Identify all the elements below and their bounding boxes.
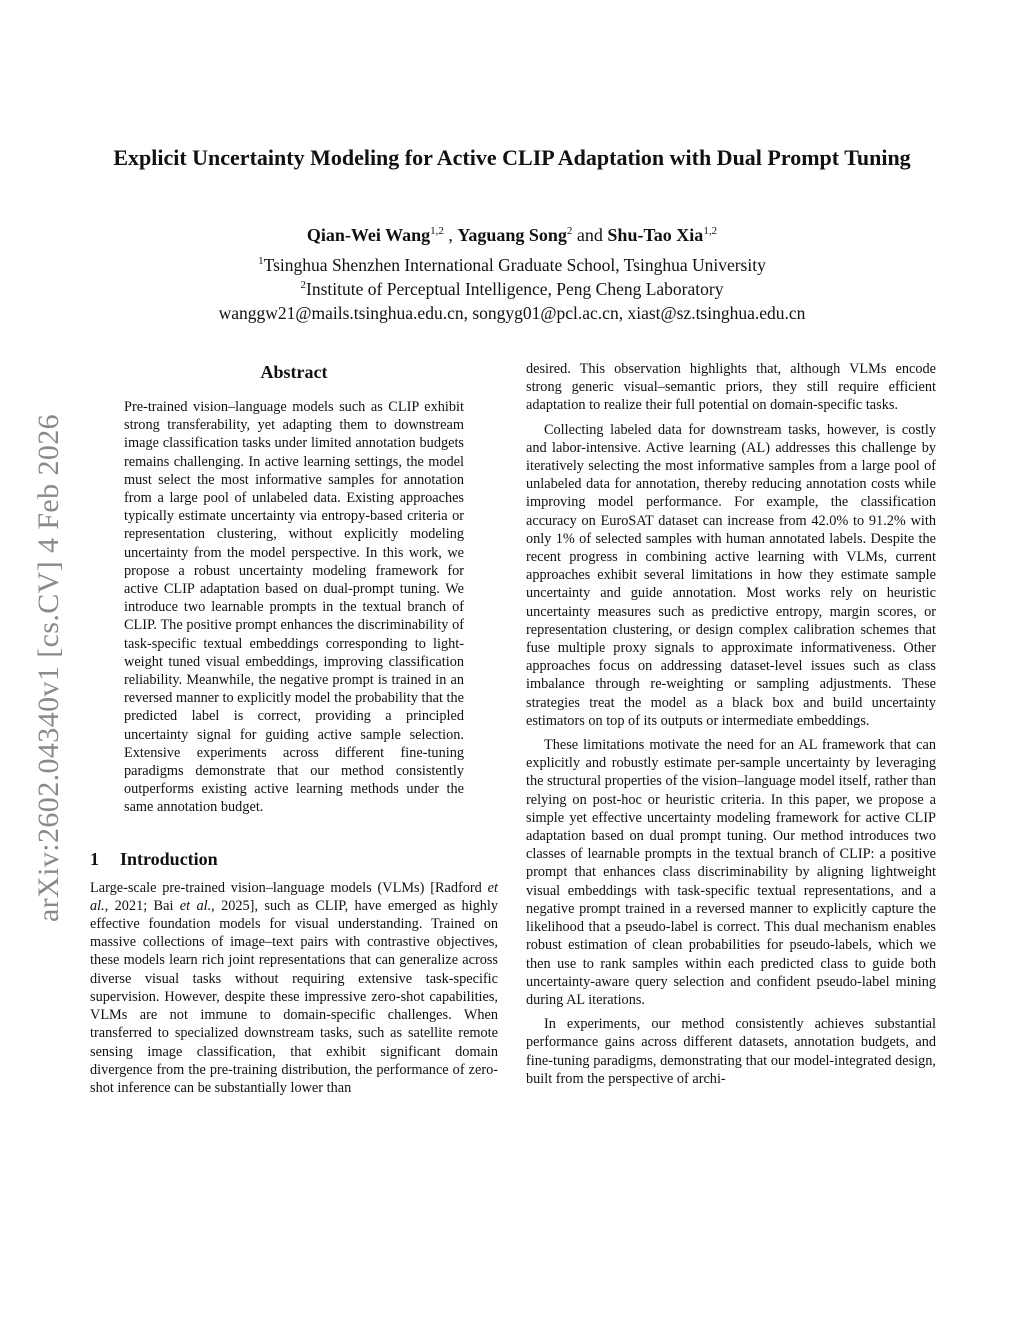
abstract-body: Pre-trained vision–language models such as CLIP exhibit strong transferability, yet adapting them to downstream image classification tasks under limited annotation budgets remains challenging. In active learning settings, the model must select the most informative samples for annotation from a large pool of unlabeled data. Existing approaches typically estimate uncertainty via entropy-based criteria or representation clustering, without explicitly modeling uncertainty from the model perspective. In this work, we propose a robust uncertainty modeling framework for active CLIP adaptation based on dual-prompt tuning. We introduce two learnable prompts in the textual branch of CLIP. The positive prompt enhances the discriminability of task-specific textual embeddings corresponding to light-weight tuned visual embeddings, improving classification reliability. Meanwhile, the negative prompt is trained in an reversed manner to explicitly model the probability that the predicted label is correct, providing a principled uncertainty signal for guiding active sample selection. Extensive experiments across different fine-tuning paradigms demonstrate that our method consistently outperforms existing active learning methods under the same annotation budget. [124, 399, 464, 816]
section-title: Introduction [120, 848, 218, 869]
author-separator: and [572, 225, 608, 245]
intro-text: , 2025], such as CLIP, have emerged as highly effective foundation models for visual understanding. Trained on massive collections of image–text pairs with contrastive objectives, these models learn rich joint representations that can generalize across diverse visual tasks without requiring extensive task-specific supervision. However, despite these impressive zero-shot capabilities, VLMs are not immune to domain-specific challenges. When transferred to specialized downstream tasks, such as satellite remote sensing image classification, that exhibit significant domain divergence from the pre-training distribution, the performance of zero-shot inference can be substantially lower than [90, 897, 499, 1096]
author-emails: wanggw21@mails.tsinghua.edu.cn, songyg01@pcl.ac.cn, xiast@sz.tsinghua.edu.cn [218, 303, 806, 323]
section-number: 1 [90, 848, 99, 869]
affiliation-marker: 2 [300, 279, 307, 291]
affiliation-text: Institute of Perceptual Intelligence, Peng Cheng Laboratory [306, 279, 724, 299]
intro-text: Large-scale pre-trained vision–language models (VLMs) [Radford [90, 879, 488, 896]
author-name: Qian-Wei Wang [306, 225, 431, 245]
intro-paragraph-1 [90, 879, 498, 1097]
intro-paragraph-3: These limitations motivate the need for an AL framework that can explicitly and robustly estimate per-sample uncertainty by leveraging the structural properties of the vision–language model itself, rather than relying on post-hoc or heuristic criteria. In this paper, we propose a simple yet effective uncertainty modeling framework for active CLIP adaptation based on dual prompt tuning. Our method introduces two classes of learnable prompts in the textual branch of CLIP: a positive prompt that enhances class discriminability by aligning lightweight visual embeddings with task-specific textual representations, and a negative prompt trained in a reversed manner to explicitly capture the likelihood that a pseudo-label is correct. This dual mechanism enables robust estimation of clean probabilities for pseudo-labels, which we then use to rank samples within each predicted class to guide both uncertainty-aware query selection and confident pseudo-label mining during AL iterations. [526, 737, 936, 1008]
intro-paragraph-2: Collecting labeled data for downstream tasks, however, is costly and labor-intensive. Active learning (AL) addresses this challenge by iteratively selecting the most informative samples from a large pool of unlabeled data for annotation, thereby reducing annotation costs while improving model performance. For example, the classification accuracy on EuroSAT dataset can increase from 42.0% to 91.2% with only 1% of selected samples with human annotated labels. Despite the recent progress in combining active learning with VLMs, current approaches exhibit several limitations in how they estimate sample uncertainty and guide annotation. Most works rely on heuristic uncertainty measures such as predictive entropy, margin scores, or representation clustering, or design complex calibration schemes that fuse multiple proxy signals to approximate informativeness. Other approaches focus on addressing dataset-level issues such as class imbalance through re-weighting or sampling adjustments. These strategies treat the model as a black box and build uncertainty estimators on top of its outputs or intermediate embeddings. [526, 421, 936, 729]
left-column [90, 360, 498, 1097]
arxiv-stamp [22, 378, 76, 958]
citation-etal: et al. [179, 897, 212, 914]
intro-paragraph-1-continued: desired. This observation highlights that, although VLMs encode strong generic visual–semantic priors, they still require efficient adaptation to realize their full potential on domain-specific tasks. [526, 361, 936, 414]
intro-text: , 2021; Bai [104, 897, 180, 914]
author-list [100, 223, 924, 247]
paper-title: Explicit Uncertainty Modeling for Active CLIP Adaptation with Dual Prompt Tuning [113, 145, 911, 170]
affiliation-2 [100, 278, 924, 300]
section-heading-introduction [90, 847, 498, 871]
author-affiliation-marker: 1,2 [703, 225, 718, 237]
intro-paragraph-4: In experiments, our method consistently achieves substantial performance gains across different datasets, annotation budgets, and fine-tuning paradigms, demonstrating that our model-integrated design, built from the perspective of archi- [526, 1016, 936, 1087]
abstract-heading: Abstract [260, 362, 328, 382]
citation-etal: et al. [90, 879, 498, 914]
affiliation-marker: 1 [258, 255, 264, 267]
author-name: Shu-Tao Xia [607, 225, 704, 245]
author-separator: , [443, 225, 458, 245]
author-affiliation-marker: 2 [566, 225, 573, 237]
author-affiliation-marker: 1,2 [430, 225, 444, 237]
arxiv-stamp-text: arXiv:2602.04340v1 [cs.CV] 4 Feb 2026 [32, 413, 65, 923]
affiliation-text: Tsinghua Shenzhen International Graduate School, Tsinghua University [263, 255, 766, 275]
author-name: Yaguang Song [457, 225, 567, 245]
affiliation-1 [100, 254, 924, 276]
right-column [526, 360, 936, 1088]
